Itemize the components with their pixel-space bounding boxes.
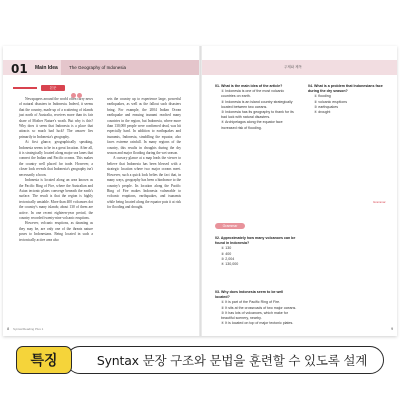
option: ③ Indonesia has its geography to thank for its bad luck with natural disasters. — [221, 110, 294, 120]
grammar-pill: Grammar — [215, 223, 245, 229]
option: ③ It has lots of volcanoes, which make for beautiful scenery, nearby. — [221, 310, 288, 321]
question-text: 03. Why does Indonesia seem to be well located? — [215, 290, 284, 300]
question-text: 02. Approximately how many volcanoes can be found in Indonesia? — [215, 236, 296, 246]
passage-column-left — [19, 97, 93, 243]
option: ④ drought — [314, 110, 331, 115]
question-2 — [215, 236, 299, 267]
question-4 — [308, 84, 388, 115]
grammar-mark: Grammar — [373, 200, 386, 204]
question-text: 04. What is a problem that Indonesians face during the dry season? — [308, 84, 383, 94]
page-number-right: 9 — [391, 326, 394, 331]
paragraph: At first glance, geographically speaking, Indonesia seems to be in a great location. After all, it is strategically located along major sea lanes that connect the Indian and Pacific oceans. This makes the country well placed for trade. However, a closer look reveals that Indonesia's geography isn't necessarily a boon. — [19, 140, 93, 177]
right-page-header — [202, 60, 397, 75]
option: ① flooding — [314, 94, 331, 99]
option: ② volcanic eruptions — [314, 99, 347, 104]
paragraph: sets the country up to experience large, powerful earthquakes, as well as the fallout such disasters bring. For example, the 2004 Indian Ocean earthquake and ensuing tsunami reached many countries in the region, but Indonesia, where more than 130,000 people were confirmed dead, was hit especially hard. In addition to earthquakes and tsunamis, Indonesia, straddling the equator, also faces extreme rainfall. In many regions of the country, this results in droughts during the dry season and major flooding during the wet season. — [107, 97, 181, 156]
option: ② Indonesia is an island country strategically located between two oceans. — [221, 99, 293, 109]
question-text: 01. What is the main idea of the article? — [215, 84, 283, 88]
option: ④ It is located on top of major tectonic plates. — [221, 321, 294, 326]
paragraph: However, volcanic eruptions, as daunting as they may be, are only one of the threats nature poses to Indonesians. Being located in such a tectonically active area also — [19, 221, 93, 242]
paragraph: A cursory glance at a map leads the viewer to believe that Indonesia has been blessed with a strategic location where two major oceans meet. However, such a quick look belies the fact that, in many ways, geography has been a hindrance to the country's people. Its location along the Pacific Ring of Fire makes Indonesia vulnerable to volcanic eruptions, earthquakes, and tsunamis while being located along the equator puts it at risk for flooding and drought. — [107, 156, 181, 210]
option: ③ 2,004 — [221, 256, 235, 261]
paragraph: Newspapers around the world often carry news of natural disasters in Indonesia. Indeed, it seems that the country, made up of a scattering of islands just north of Australia, receives more than its fair share of Mother Nature's wrath. But why is this? Why does it seem that Indonesia is a place that attracts so much bad luck? The answer lies primarily in Indonesia's geography. — [19, 97, 93, 139]
option: ④ 130,000 — [221, 262, 239, 267]
unit-title: The Geography of Indonesia — [69, 65, 127, 70]
feature-description-pill — [66, 346, 384, 374]
passage-column-right — [107, 97, 181, 211]
footer-left: Syntax/Reading Plus 1 — [13, 327, 44, 331]
book-spine — [199, 46, 202, 336]
paragraph: Indonesia is located along an area known as the Pacific Ring of Fire, where the Australian and Asian tectonic plates converge beneath the earth's surface. The result is that the region is highly tectonically unstable. More than 400 volcanoes dot the country's many islands; about 130 of them are active. In one recent eighteen-year period, the country recorded twenty-nine volcanic eruptions. — [19, 178, 93, 220]
option: ① Indonesia is one of the most volcanic countries on earth. — [221, 89, 285, 99]
textbook-spread — [3, 46, 397, 336]
page-number-left: 8 — [7, 326, 10, 331]
red-accent-line — [13, 87, 37, 89]
feature-badge: 특징 — [16, 346, 72, 374]
question-1 — [215, 84, 299, 131]
section-tag: 본문 — [41, 85, 65, 91]
question-3 — [215, 290, 299, 326]
option: ② 400 — [221, 251, 232, 256]
option: ④ Archipelagos along the equator face increased risk of flooding. — [221, 120, 283, 130]
feature-description: Syntax 문장 구조와 문법을 훈련할 수 있도록 설계 — [96, 353, 368, 368]
option: ② It sits at the crossroads of two major oceans. — [221, 305, 297, 310]
option: ① It is part of the Pacific Ring of Fire. — [221, 300, 281, 305]
option: ③ earthquakes — [314, 104, 338, 109]
option: ① 130 — [221, 246, 232, 251]
header-right-label: 주제와 제목 — [284, 65, 302, 69]
audio-icons — [71, 85, 91, 90]
unit-label: Main Idea — [35, 65, 58, 71]
unit-number: 01 — [11, 62, 28, 76]
